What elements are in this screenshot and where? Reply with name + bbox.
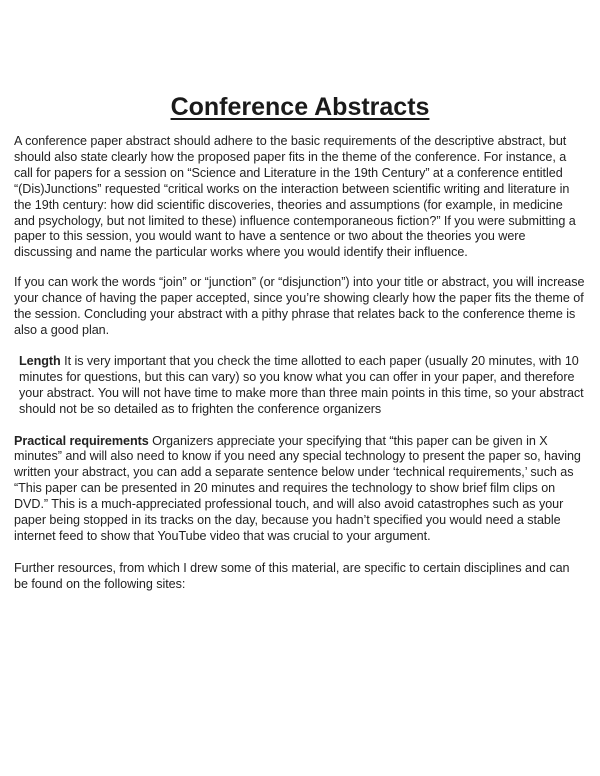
paragraph-further-resources <box>14 561 586 593</box>
paragraph-practical-text: Organizers appreciate your specifying that “this paper can be given in X minutes” and will also need to know if you need any special technology to present the paper so, having written your abstract, you can add a separate sentence below under ‘technical requirements,’ such as “This paper can be presented in 20 minutes and requires the technology to show brief film clips on DVD.” This is a much-appreciated professional touch, and will also avoid catastrophes such as your paper being stopped in its tracks on the day, because you hadn’t specified you would need a stable internet feed to show that YouTube video that was crucial to your argument. <box>14 433 581 543</box>
paragraph-practical-heading: Practical requirements <box>14 433 149 448</box>
paragraph-length-heading: Length <box>19 353 61 368</box>
paragraph-intro <box>14 134 586 261</box>
paragraph-further-resources-text: Further resources, from which I drew some of this material, are specific to certain disciplines and can be found on the following sites: <box>14 560 570 591</box>
paragraph-length <box>14 354 586 418</box>
document-page <box>14 0 586 776</box>
paragraph-length-text: It is very important that you check the time allotted to each paper (usually 20 minutes, with 10 minutes for questions, but this can vary) so you know what you can offer in your paper, and therefore your abstract. You will not have time to make more than three main points in this time, so your abstract should not be so detailed as to frighten the conference organizers <box>19 353 584 416</box>
paragraph-title-tip <box>14 275 586 339</box>
paragraph-title-tip-text: If you can work the words “join” or “junction” (or “disjunction”) into your title or abstract, you will increase your chance of having the paper accepted, since you’re showing clearly how the paper fits the theme of the session. Concluding your abstract with a pithy phrase that relates back to the conference theme is also a good plan. <box>14 275 585 337</box>
page-title: Conference Abstracts <box>170 93 430 121</box>
paragraph-intro-text: A conference paper abstract should adhere to the basic requirements of the descriptive abstract, but should also state clearly how the proposed paper fits in the theme of the conference. For instance, a call for papers for a session on “Science and Literature in the 19th Century” at a conference entitled “(Dis)Junctions” requested “critical works on the interaction between scientific writing and literature in the 19th century: how did scientific discoveries, theories and assumptions (for example, in medicine and psychology, but not limited to these) influence contemporaneous fiction?” If you were submitting a paper to this session, you would want to have a sentence or two about the theories you were discussing and name the particular works where you would identify their influence. <box>14 134 576 260</box>
paragraph-practical-requirements <box>14 434 586 545</box>
